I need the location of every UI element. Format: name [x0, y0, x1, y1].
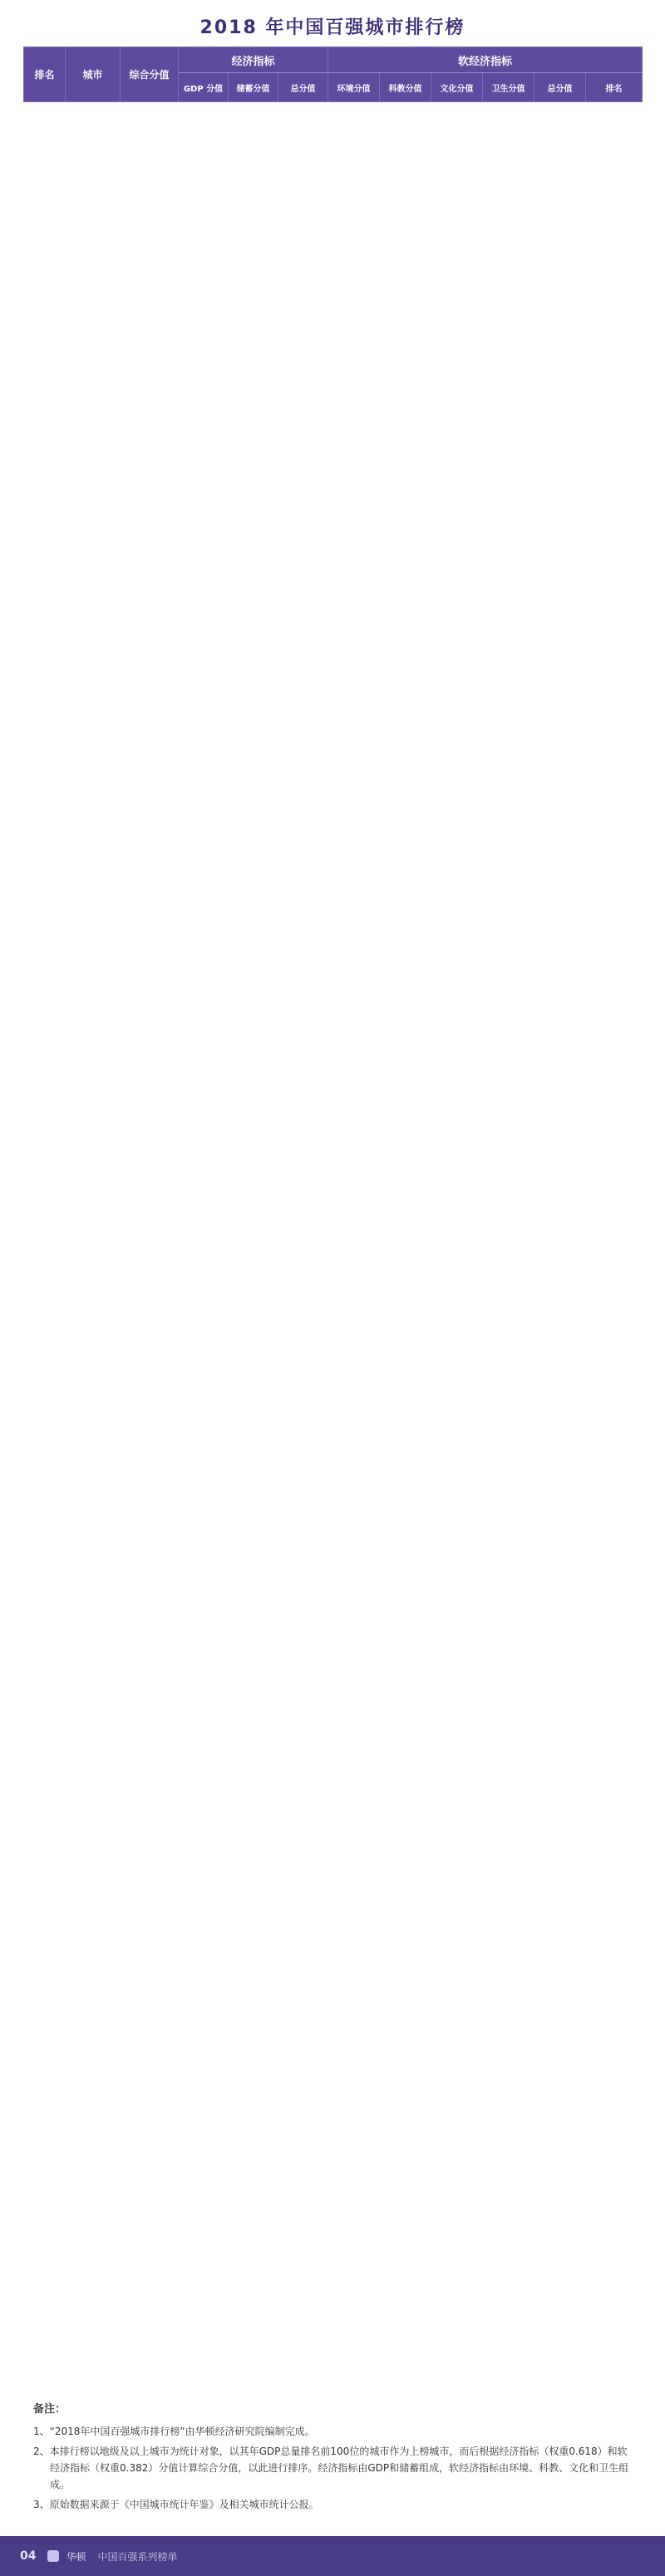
header-economic-total: 总分值	[278, 73, 328, 102]
header-city: 城市	[66, 47, 121, 102]
brand-logo-icon	[47, 2550, 59, 2562]
header-culture: 文化分值	[431, 73, 483, 102]
header-overall: 综合分值	[121, 47, 179, 102]
page-title: 2018 年中国百强城市排行榜	[200, 17, 466, 38]
header-soft: 软经济指标	[328, 47, 643, 73]
header-soft-total: 总分值	[534, 73, 586, 102]
header-health: 卫生分值	[483, 73, 534, 102]
footer-series: 中国百强系列榜单	[97, 2550, 178, 2563]
header-soft-rank: 排名	[586, 73, 643, 102]
notes-title: 备注：	[33, 2403, 66, 2416]
header-savings: 储蓄分值	[229, 73, 278, 102]
header-environment: 环境分值	[328, 73, 380, 102]
note-1: 1、“2018年中国百强城市排行榜”由华顿经济研究院编制完成。	[33, 2426, 315, 2437]
header-rank: 排名	[24, 47, 66, 102]
footer-bar	[0, 2536, 665, 2576]
ranking-table	[23, 47, 643, 102]
header-science-education: 科教分值	[380, 73, 431, 102]
note-3: 3、原始数据来源于《中国城市统计年鉴》及相关城市统计公报。	[33, 2499, 319, 2510]
header-economic: 经济指标	[179, 47, 328, 73]
notes-section	[33, 2401, 632, 2516]
header-gdp: GDP 分值	[179, 73, 229, 102]
footer-brand: 华顿	[66, 2550, 86, 2563]
page-number: 04	[20, 2549, 37, 2563]
note-2: 2、本排行榜以地级及以上城市为统计对象，以其年GDP总量排名前100位的城市作为上榜城市，而后根据经济指标（权重0.618）和软经济指标（权重0.382）分值计算综合分值，以此进行排序。经济指标由GDP和储蓄组成，软经济指标由环境、科教、文化和卫生组成。	[33, 2446, 629, 2490]
